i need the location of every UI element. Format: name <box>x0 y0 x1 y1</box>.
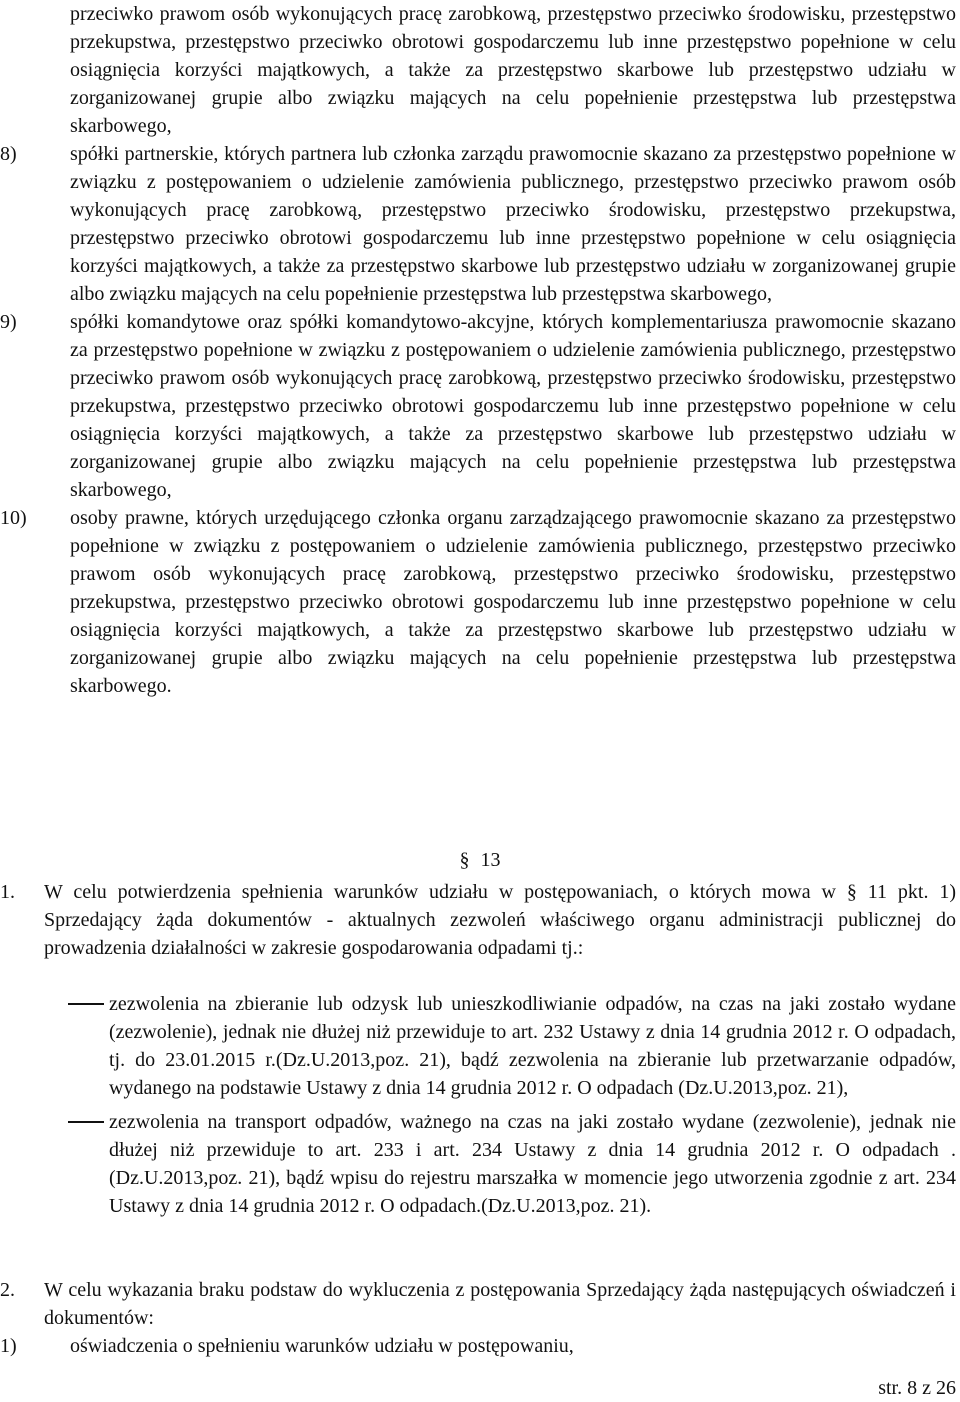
list-item-10 <box>0 504 960 700</box>
sub-item-number: 1) <box>0 1335 17 1357</box>
list-item-text: osoby prawne, których urzędującego członka organu zarządzającego prawomocnie skazano za przestępstwo popełnione w związku z postępowaniem o udzielenie zamówienia publicznego, przestępstwo przeciwko prawom osób wykonujących pracę zarobkową, przestępstwo przeciwko środowisku, przestępstwo przekupstwa, przestępstwo przeciwko obrotowi gospodarczemu lub inne przestępstwo popełnione w celu osiągnięcia korzyści majątkowych, a także za przestępstwo skarbowe lub przestępstwo udziału w zorganizowanej grupie albo związku mających na celu popełnienie przestępstwa lub przestępstwa skarbowego. <box>70 507 956 697</box>
dash-list-item <box>0 990 960 1102</box>
sub-item-1 <box>0 1332 960 1360</box>
dash-bullet <box>68 1121 104 1123</box>
list-item-text: spółki komandytowe oraz spółki komandytowo-akcyjne, których komplementariusza prawomocnie skazano za przestępstwo popełnione w związku z postępowaniem o udzielenie zamówienia publicznego, przestępstwo przeciwko prawom osób wykonujących pracę zarobkową, przestępstwo przeciwko środowisku, przestępstwo przekupstwa, przestępstwo przeciwko obrotowi gospodarczemu lub inne przestępstwo popełnione w celu osiągnięcia korzyści majątkowych, a także za przestępstwo skarbowe lub przestępstwo udziału w zorganizowanej grupie albo związku mających na celu popełnienie przestępstwa lub przestępstwa skarbowego, <box>70 311 956 501</box>
list-continuation <box>0 0 960 700</box>
sub-item-text: oświadczenia o spełnieniu warunków udziału w postępowaniu, <box>70 1335 574 1357</box>
list-item-number: 10) <box>0 507 27 529</box>
paragraph-2 <box>0 1276 960 1332</box>
paragraph-number: 1. <box>0 881 15 903</box>
dash-list <box>0 990 960 1220</box>
dash-list-item-text: zezwolenia na zbieranie lub odzysk lub unieszkodliwianie odpadów, na czas na jaki zostało wydane (zezwolenie), jednak nie dłużej niż przewiduje to art. 232 Ustawy z dnia 14 grudnia 2012 r. O odpadach, tj. do 23.01.2015 r.(Dz.U.2013,poz. 21), bądź zezwolenia na zbieranie lub przetwarzanie odpadów, wydanego na podstawie Ustawy z dnia 14 grudnia 2012 r. O odpadach (Dz.U.2013,poz. 21), <box>109 993 956 1099</box>
list-item-9 <box>0 308 960 504</box>
dash-bullet <box>68 1003 104 1005</box>
dash-list-item-text: zezwolenia na transport odpadów, ważnego na czas na jaki zostało wydane (zezwolenie), jednak nie dłużej niż przewiduje to art. 233 i art. 234 Ustawy z dnia 14 grudnia 2012 r. O odpadach .(Dz.U.2013,poz. 21), bądź wpisu do rejestru marszałka w momencie jego utworzenia zgodnie z art. 234 Ustawy z dnia 14 grudnia 2012 r. O odpadach.(Dz.U.2013,poz. 21). <box>109 1111 956 1217</box>
paragraph-number: 2. <box>0 1279 15 1301</box>
list-item-number: 9) <box>0 311 17 333</box>
paragraph-text: W celu potwierdzenia spełnienia warunków udziału w postępowaniach, o których mowa w § 11 pkt. 1) Sprzedający żąda dokumentów - aktualnych zezwoleń właściwego organu administracji publicznej do prowadzenia działalności w zakresie gospodarowania odpadami tj.: <box>44 881 956 959</box>
list-item-8 <box>0 140 960 308</box>
section-heading <box>0 846 960 874</box>
intro-continuation-text: przeciwko prawom osób wykonujących pracę zarobkową, przestępstwo przeciwko środowisku, przestępstwo przekupstwa, przestępstwo przeciwko obrotowi gospodarczemu lub inne przestępstwo popełnione w celu osiągnięcia korzyści majątkowych, a także za przestępstwo skarbowe lub przestępstwo udziału w zorganizowanej grupie albo związku mających na celu popełnienie przestępstwa lub przestępstwa skarbowego, <box>70 3 956 137</box>
paragraph-1 <box>0 878 960 962</box>
section-sign: § <box>459 849 470 871</box>
section-number: 13 <box>480 849 501 871</box>
paragraph-text: W celu wykazania braku podstaw do wykluczenia z postępowania Sprzedający żąda następujących oświadczeń i dokumentów: <box>44 1279 956 1329</box>
dash-list-item <box>0 1108 960 1220</box>
list-item-number: 8) <box>0 143 17 165</box>
list-item-text: spółki partnerskie, których partnera lub członka zarządu prawomocnie skazano za przestępstwo popełnione w związku z postępowaniem o udzielenie zamówienia publicznego, przestępstwo przeciwko prawom osób wykonujących pracę zarobkową, przestępstwo przeciwko środowisku, przestępstwo przekupstwa, przestępstwo przeciwko obrotowi gospodarczemu lub inne przestępstwo popełnione w celu osiągnięcia korzyści majątkowych, a także za przestępstwo skarbowe lub przestępstwo udziału w zorganizowanej grupie albo związku mających na celu popełnienie przestępstwa lub przestępstwa skarbowego, <box>70 143 956 305</box>
page-footer: str. 8 z 26 <box>878 1377 956 1399</box>
